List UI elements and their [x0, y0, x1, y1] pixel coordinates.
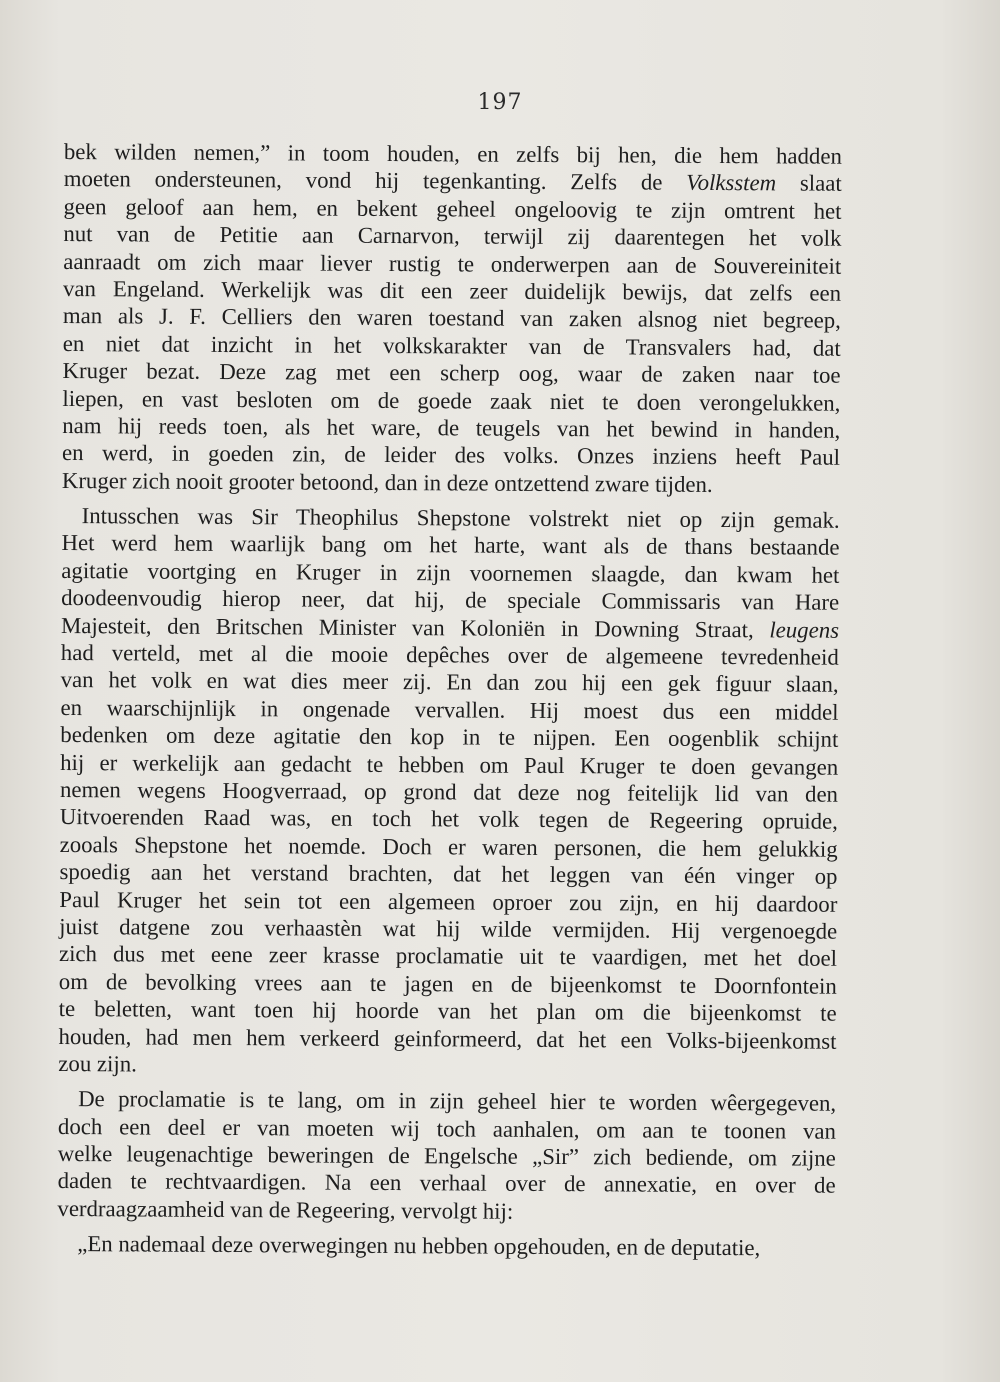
page-number: 197	[477, 90, 523, 115]
text-line: bedenken om deze agitatie den kop in te nijpen. Een oogenblik schijnt	[60, 722, 839, 752]
text-line: zou zijn.	[58, 1050, 137, 1077]
text-line: verdraagzaamheid van de Regeering, vervolgt hij:	[57, 1195, 514, 1224]
text-line: doodeenvoudig hierop neer, dat hij, de speciale Commissaris van Hare	[61, 585, 840, 615]
text-line: nam hij reeds toen, als het ware, de teugels van het bewind in handen,	[62, 412, 841, 443]
text-line: doch een deel er van moeten wij toch aanhalen, om aan te toonen van	[57, 1113, 837, 1144]
text-line: Paul Kruger het sein tot een algemeen oproer zou zijn, en hij daardoor	[59, 886, 838, 917]
text-line: om de bevolking vrees aan te jagen en de bijeenkomst te Doornfontein	[58, 968, 837, 999]
text-line: moeten ondersteunen, vond hij tegenkanting. Zelfs de Volksstem slaat	[63, 166, 842, 197]
text-line: Intusschen was Sir Theophilus Shepstone volstrekt niet op zijn gemak.	[81, 503, 840, 533]
text-line: en werd, in goeden zin, de leider des volks. Onzes inziens heeft Paul	[62, 440, 841, 471]
text-line: en niet dat inzicht in het volkskarakter van de Transvalers had, dat	[62, 330, 841, 361]
text-line: zich dus met eene zeer krasse proclamatie uit te vaardigen, met het doel	[58, 941, 838, 972]
text-line: nut van de Petitie aan Carnarvon, terwijl zij daarentegen het volk	[63, 221, 842, 251]
text-line: van het volk en wat dies meer zij. En dan zou hij een gek figuur slaan,	[60, 667, 839, 698]
text-line: liepen, en vast besloten om de goede zaak niet te doen verongelukken,	[62, 385, 841, 416]
text-line: Het werd hem waarlijk bang om het harte, want als de thans bestaande	[61, 530, 840, 561]
text-line: Majesteit, den Britschen Minister van Koloniën in Downing Straat, leugens	[60, 612, 840, 643]
text-line: Uitvoerenden Raad was, en toch het volk tegen de Regeering opruide,	[59, 804, 838, 835]
text-line: agitatie voortging en Kruger in zijn voornemen slaagde, dan kwam het	[61, 557, 840, 588]
text-line: spoedig aan het verstand brachten, dat het leggen van één vinger op	[59, 859, 838, 889]
text-line: nemen wegens Hoogverraad, op grond dat deze nog feitelijk lid van den	[59, 776, 839, 807]
text-line: houden, had men hem verkeerd geinformeerd, dat het een Volks-bijeenkomst	[58, 1023, 837, 1054]
paragraph	[57, 1085, 836, 1227]
paragraph	[58, 502, 839, 1082]
text-line: zooals Shepstone het noemde. Doch er waren personen, die hem gelukkig	[59, 831, 838, 862]
text-line: van Engeland. Werkelijk was dit een zeer duidelijk bewijs, dat zelfs een	[63, 275, 842, 306]
text-line: en waarschijnlijk in ongenade vervallen. Hij moest dus een middel	[60, 694, 839, 725]
text-line: man als J. F. Celliers den waren toestand van zaken alsnog niet begreep,	[62, 303, 841, 334]
text-line: aanraadt om zich maar liever rustig te onderwerpen aan de Souvereiniteit	[63, 248, 842, 279]
text-line: De proclamatie is te lang, om in zijn geheel hier te worden wêergegeven,	[78, 1086, 837, 1117]
text-line: Kruger zich nooit grooter betoond, dan in deze ontzettend zware tijden.	[61, 467, 713, 497]
body-text	[57, 138, 842, 1270]
text-line: welke leugenachtige beweringen de Engelsche „Sir” zich bediende, om zijne	[57, 1141, 836, 1171]
text-line: daden te rechtvaardigen. Na een verhaal over de annexatie, en over de	[57, 1168, 836, 1199]
text-line: juist datgene zou verhaastèn wat hij wilde vermijden. Hij vergenoegde	[59, 913, 838, 944]
text-line: „En nademaal deze overwegingen nu hebben opgehouden, en de deputatie,	[77, 1231, 761, 1261]
paragraph	[57, 1230, 835, 1262]
text-line: bek wilden nemen,” in toom houden, en zelfs bij hen, die hem hadden	[63, 138, 842, 169]
text-line: had verteld, met al die mooie depêches over de algemeene tevredenheid	[60, 640, 839, 670]
text-line: te beletten, want toen hij hoorde van het plan om die bijeenkomst te	[58, 996, 837, 1026]
text-line: Kruger bezat. Deze zag met een scherp oog, waar de zaken naar toe	[62, 358, 841, 388]
text-line: hij er werkelijk aan gedacht te hebben om Paul Kruger te doen gevangen	[60, 749, 839, 780]
text-line: geen geloof aan hem, en bekent geheel ongeloovig te zijn omtrent het	[63, 193, 842, 224]
paragraph	[62, 138, 842, 499]
